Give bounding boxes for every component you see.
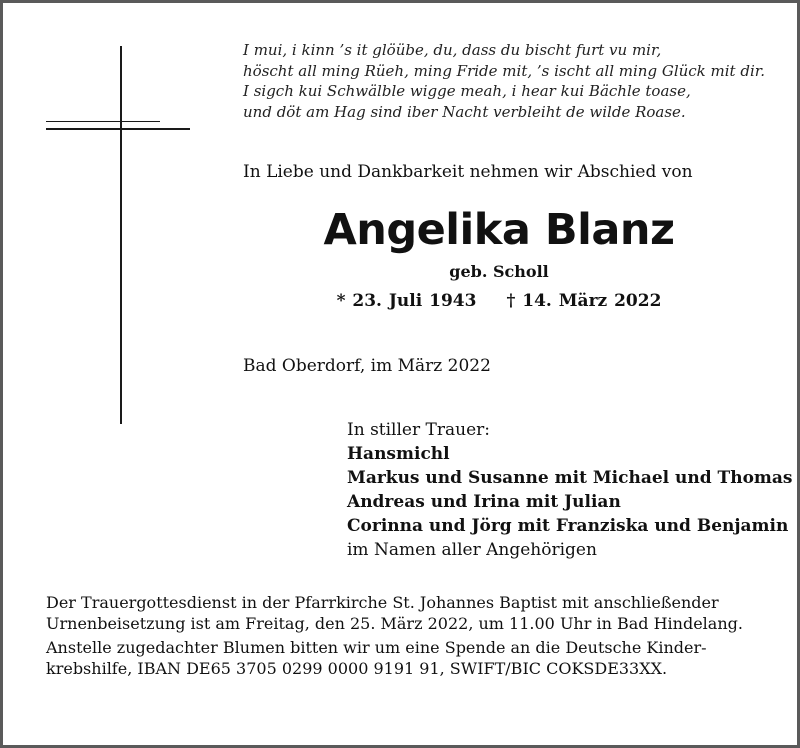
donation-paragraph bbox=[46, 638, 766, 679]
poem-line: und döt am Hag sind iber Nacht verbleiht de wilde Roase. bbox=[243, 102, 686, 121]
mourner-name: Markus und Susanne mit Michael und Thomas bbox=[347, 468, 793, 488]
funeral-notice bbox=[46, 593, 766, 683]
donation-line: Anstelle zugedachter Blumen bitten wir um eine Spende an die Deutsche Kinder- bbox=[46, 638, 707, 657]
poem-line: I mui, i kinn ’s it glöübe, du, dass du bischt furt vu mir, bbox=[243, 41, 662, 59]
mourner-name: Corinna und Jörg mit Franziska und Benjamin bbox=[347, 516, 789, 536]
cross-crossbar bbox=[46, 128, 190, 130]
service-line: Urnenbeisetzung ist am Freitag, den 25. März 2022, um 11.00 Uhr in Bad Hindelang. bbox=[46, 613, 743, 633]
mourners-closing: im Namen aller Angehörigen bbox=[347, 540, 597, 560]
cross-vertical-bar bbox=[120, 46, 122, 424]
poem-line: I sigch kui Schwälble wigge meah, i hear kui Bächle toase, bbox=[243, 82, 691, 100]
mourner-name: Hansmichl bbox=[347, 444, 450, 464]
poem-line: höscht all ming Rüeh, ming Fride mit, ’s ischt all ming Glück mit dir. bbox=[243, 61, 766, 80]
service-line: Der Trauergottesdienst in der Pfarrkirche St. Johannes Baptist mit anschließender bbox=[46, 593, 719, 612]
life-dates bbox=[243, 291, 755, 311]
death-date: † 14. März 2022 bbox=[506, 291, 662, 311]
maiden-name: geb. Scholl bbox=[449, 262, 549, 281]
service-paragraph bbox=[46, 593, 766, 634]
mourners-heading: In stiller Trauer: bbox=[347, 420, 490, 440]
deceased-name: Angelika Blanz bbox=[323, 205, 675, 255]
intro-text: In Liebe und Dankbarkeit nehmen wir Abschied von bbox=[243, 162, 693, 182]
mourners-block bbox=[347, 418, 792, 562]
donation-line: krebshilfe, IBAN DE65 3705 0299 0000 9191 91, SWIFT/BIC COKSDE33XX. bbox=[46, 658, 668, 678]
poem bbox=[243, 40, 783, 122]
cross-crossbar-upper bbox=[46, 121, 160, 122]
birth-date: * 23. Juli 1943 bbox=[336, 291, 477, 311]
mourner-name: Andreas und Irina mit Julian bbox=[347, 492, 621, 512]
place-and-date: Bad Oberdorf, im März 2022 bbox=[243, 356, 491, 376]
